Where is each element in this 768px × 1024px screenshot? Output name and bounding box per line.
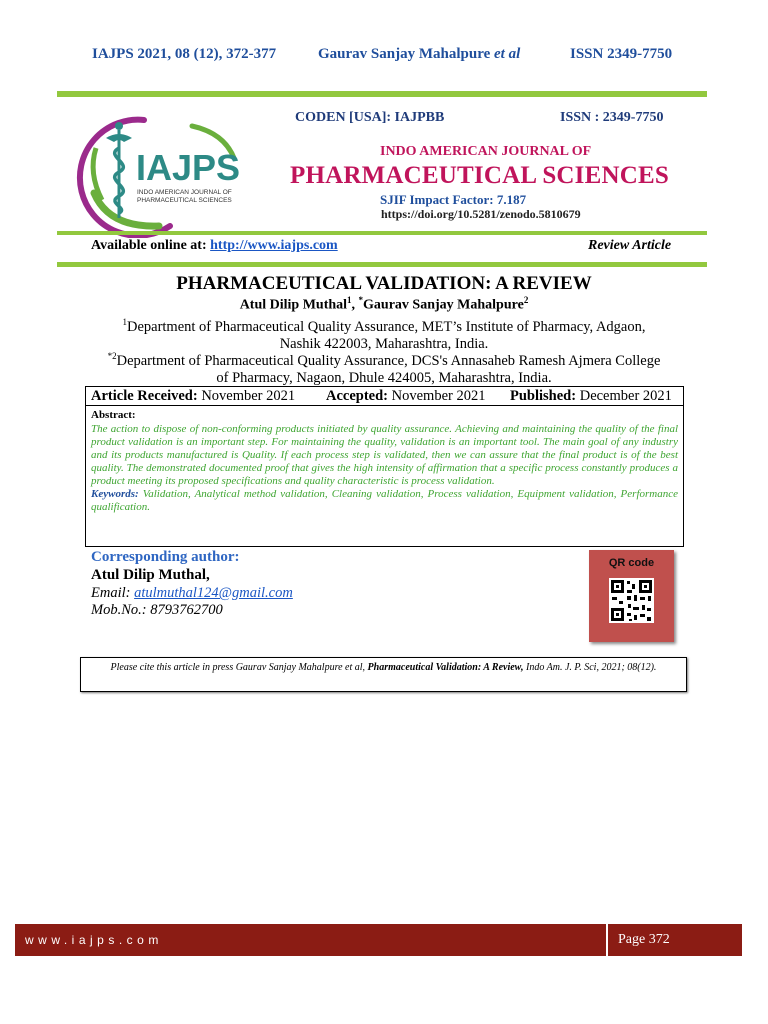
running-header-author-name: Gaurav Sanjay Mahalpure xyxy=(318,46,491,62)
journal-issn: ISSN : 2349-7750 xyxy=(560,110,664,125)
running-header-et-al: et al xyxy=(494,46,521,62)
abstract-body: The action to dispose of non-conforming products initiated by quality assurance. Achieving and maintaining the quality of the final product validation is an important step. For maintaining the quality, validation is an important tool. The main goal of any industry and its products manufactured is Quality. If each process step is validated, then we can assure that the final product is of the best quality. The demonstrated documented proof that gives the high intensity of affirmation that a specific process constantly produces a product meeting its proposed specifications and quality characteristic is process validation. xyxy=(91,423,678,487)
footer-page-number: Page 372 xyxy=(618,932,670,947)
qr-code-box xyxy=(589,550,674,642)
qr-code-image xyxy=(609,578,654,623)
affiliation-2-line-2: of Pharmacy, Nagaon, Dhule 424005, Maharashtra, India. xyxy=(216,369,552,386)
keywords-label: Keywords: xyxy=(91,488,139,500)
footer-website: www.iajps.com xyxy=(25,933,163,947)
citation-box xyxy=(80,657,687,692)
abstract-box xyxy=(85,406,684,547)
date-received xyxy=(91,388,295,405)
logo-text: IAJPS xyxy=(136,147,241,188)
footer-divider xyxy=(606,924,608,956)
date-published xyxy=(510,388,672,405)
journal-name-small: INDO AMERICAN JOURNAL OF xyxy=(380,144,592,159)
qr-code-label: QR code xyxy=(608,557,655,569)
author-1: Atul Dilip Muthal xyxy=(239,297,348,313)
affiliation-1-sup: 1 xyxy=(122,317,127,327)
affiliation-1 xyxy=(90,314,678,353)
date-published-value: December 2021 xyxy=(579,388,672,404)
abstract-text xyxy=(91,423,678,514)
running-header-citation: IAJPS 2021, 08 (12), 372-377 xyxy=(92,46,277,62)
email-label: Email: xyxy=(91,585,135,601)
running-header-authors xyxy=(318,46,520,63)
affiliation-2-line-1: Department of Pharmaceutical Quality Assurance, DCS's Annasaheb Ramesh Ajmera College xyxy=(116,352,661,369)
article-title: PHARMACEUTICAL VALIDATION: A REVIEW xyxy=(176,273,592,294)
date-accepted xyxy=(326,388,485,405)
citation-prefix: Please cite this article in press Gaurav Sanjay Mahalpure et al, xyxy=(110,662,368,673)
date-received-label: Article Received: xyxy=(91,388,198,404)
header-divider xyxy=(57,91,707,97)
available-online-label: Available online at: xyxy=(91,238,211,253)
running-header-issn: ISSN 2349-7750 xyxy=(570,46,673,62)
affiliation-1-line-1: Department of Pharmaceutical Quality Assurance, MET’s Institute of Pharmacy, Adgaon, xyxy=(126,318,646,335)
corresponding-author-name: Atul Dilip Muthal, xyxy=(91,567,210,583)
author-1-sup: 1 xyxy=(347,295,352,305)
citation-title: Pharmaceutical Validation: A Review, xyxy=(367,662,524,673)
coden: CODEN [USA]: IAJPBB xyxy=(295,110,445,125)
author-2-sup-pre: * xyxy=(358,295,364,305)
corresponding-author-mobile: Mob.No.: 8793762700 xyxy=(91,602,223,618)
journal-url-link[interactable]: http://www.iajps.com xyxy=(210,238,338,253)
email-link[interactable]: atulmuthal124@gmail.com xyxy=(134,585,293,601)
date-accepted-label: Accepted: xyxy=(326,388,389,404)
author-separator: , xyxy=(351,297,359,313)
divider-3 xyxy=(57,262,707,267)
affiliation-2-sup: *2 xyxy=(107,351,117,361)
corresponding-author-email xyxy=(91,585,293,602)
logo-graphic xyxy=(74,108,254,238)
author-2: Gaurav Sanjay Mahalpure xyxy=(363,297,524,313)
affiliation-1-line-2: Nashik 422003, Maharashtra, India. xyxy=(279,335,489,352)
page-footer xyxy=(15,924,742,956)
keywords: Validation, Analytical method validation, Cleaning validation, Process validation, Equipment validation, Performance qualification. xyxy=(91,488,678,513)
date-accepted-value: November 2021 xyxy=(391,388,486,404)
logo-subtext-2: PHARMACEUTICAL SCIENCES xyxy=(137,197,232,204)
logo-subtext-1: INDO AMERICAN JOURNAL OF xyxy=(137,189,232,196)
article-dates xyxy=(85,386,684,406)
affiliation-2 xyxy=(90,348,678,387)
citation-suffix: Indo Am. J. P. Sci, 2021; 08(12). xyxy=(523,662,657,673)
divider-2 xyxy=(57,231,707,235)
doi: https://doi.org/10.5281/zenodo.5810679 xyxy=(381,207,581,221)
qr-code-icon xyxy=(609,578,654,623)
author-2-sup: 2 xyxy=(523,295,529,305)
available-online xyxy=(91,238,338,254)
date-published-label: Published: xyxy=(510,388,577,404)
sjif-impact-factor: SJIF Impact Factor: 7.187 xyxy=(380,192,527,207)
iajps-logo xyxy=(74,108,254,238)
article-type: Review Article xyxy=(588,238,672,253)
journal-name-big: PHARMACEUTICAL SCIENCES xyxy=(290,162,669,189)
article-authors xyxy=(0,295,768,314)
date-received-value: November 2021 xyxy=(201,388,296,404)
abstract-label: Abstract: xyxy=(91,409,136,421)
corresponding-author-label: Corresponding author: xyxy=(91,549,240,565)
